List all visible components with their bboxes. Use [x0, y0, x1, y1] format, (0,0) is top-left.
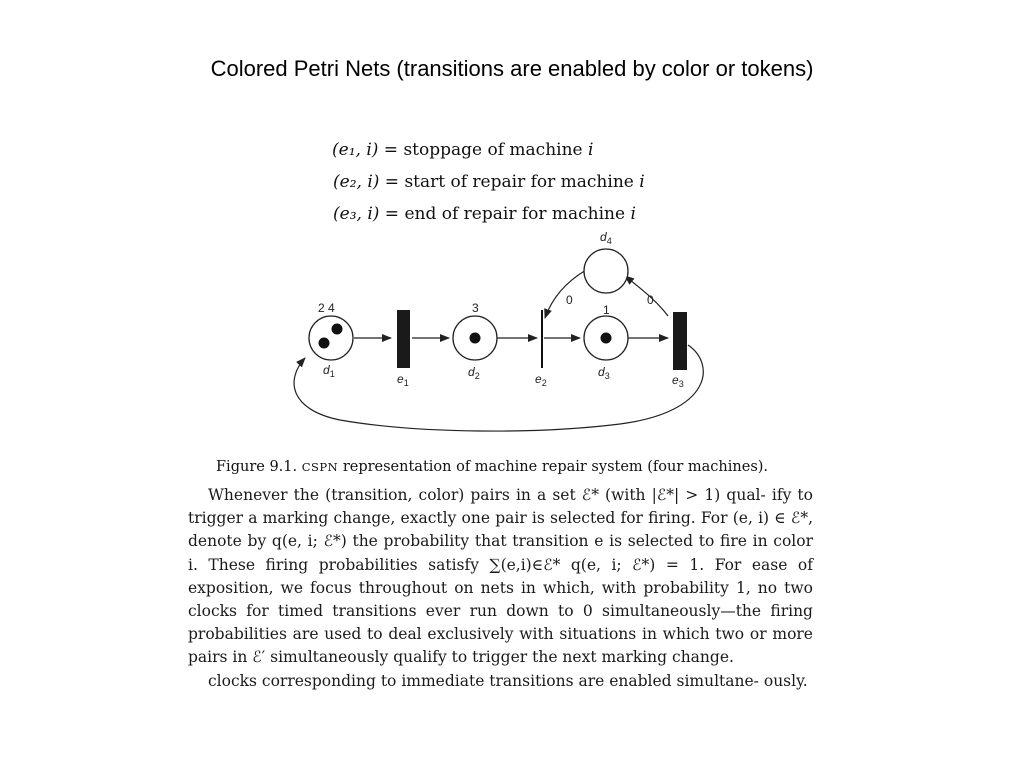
definition-rhs: = end of repair for machine	[384, 204, 626, 224]
place-label-d4: $d_4$	[600, 230, 612, 246]
token-label-d2: 3	[472, 301, 479, 315]
definition-rhs: = start of repair for machine	[384, 172, 634, 192]
transition-label-e2: $e_2$	[535, 372, 547, 388]
caption-text: representation of machine repair system (four machines).	[342, 459, 769, 475]
paragraph-1	[188, 484, 813, 670]
body-text	[188, 484, 813, 693]
transition-label-e1: $e_1$	[397, 372, 409, 388]
definition-var: i	[630, 204, 636, 224]
body-line: situations in which two or more pairs in ℰ′ simultaneously qualify to trigger	[188, 625, 813, 667]
slide-title: Colored Petri Nets (transitions are enabled by color or tokens)	[210, 56, 814, 81]
arc-e3-d1	[294, 345, 703, 431]
token	[601, 333, 612, 344]
transition-e3	[673, 312, 687, 370]
token-label-d1: 2 4	[318, 301, 335, 315]
arc-weight-e3-d4: 0	[647, 293, 654, 307]
body-line: the next marking change.	[532, 648, 734, 667]
body-line: ously.	[763, 671, 808, 690]
token	[470, 333, 481, 344]
definition-var: i	[639, 172, 645, 192]
figure-caption	[216, 459, 816, 475]
body-line: clocks corresponding to immediate transitions are enabled simultane-	[208, 671, 759, 690]
place-label-d1: $d_1$	[323, 363, 335, 379]
place-d1	[309, 316, 353, 360]
arc-weight-d4-e2: 0	[566, 293, 573, 307]
caption-abbr: CSPN	[301, 460, 339, 474]
place-label-d2: $d_2$	[468, 365, 480, 381]
token	[319, 338, 330, 349]
body-line: simultaneously—the firing probabilities are used to deal exclusively with	[188, 602, 813, 644]
definition-lhs: (e₂, i)	[333, 172, 380, 192]
definition-lhs: (e₃, i)	[333, 204, 380, 224]
paragraph-2	[188, 670, 813, 693]
body-line: ify to trigger a marking change, exactly one pair is selected for firing. For	[188, 486, 813, 528]
caption-prefix: Figure 9.1.	[216, 459, 298, 475]
definition-rhs: = stoppage of machine	[383, 140, 583, 160]
token-label-d3: 1	[603, 303, 610, 317]
body-line: probability 1, no two clocks for timed transitions ever run down to 0	[188, 578, 813, 621]
body-line: 1. For ease of exposition, we focus throughout on nets in which, with	[188, 555, 813, 597]
definition-lhs: (e₁, i)	[332, 140, 379, 160]
place-d4	[584, 249, 628, 293]
token	[332, 324, 343, 335]
transition-e1	[397, 310, 410, 368]
body-line: Whenever the (transition, color) pairs in a set ℰ* (with |ℰ*| > 1) qual-	[208, 486, 766, 504]
transition-label-e3: $e_3$	[672, 373, 684, 389]
definition-var: i	[588, 140, 594, 160]
body-line: (e, i) ∈ ℰ*, denote by q(e, i; ℰ*) the probability that transition e is selected	[188, 509, 813, 551]
body-line: to fire in color i. These firing probabilities satisfy ∑(e,i)∈ℰ* q(e, i; ℰ*) =	[188, 532, 813, 574]
place-label-d3: $d_3$	[598, 365, 610, 381]
